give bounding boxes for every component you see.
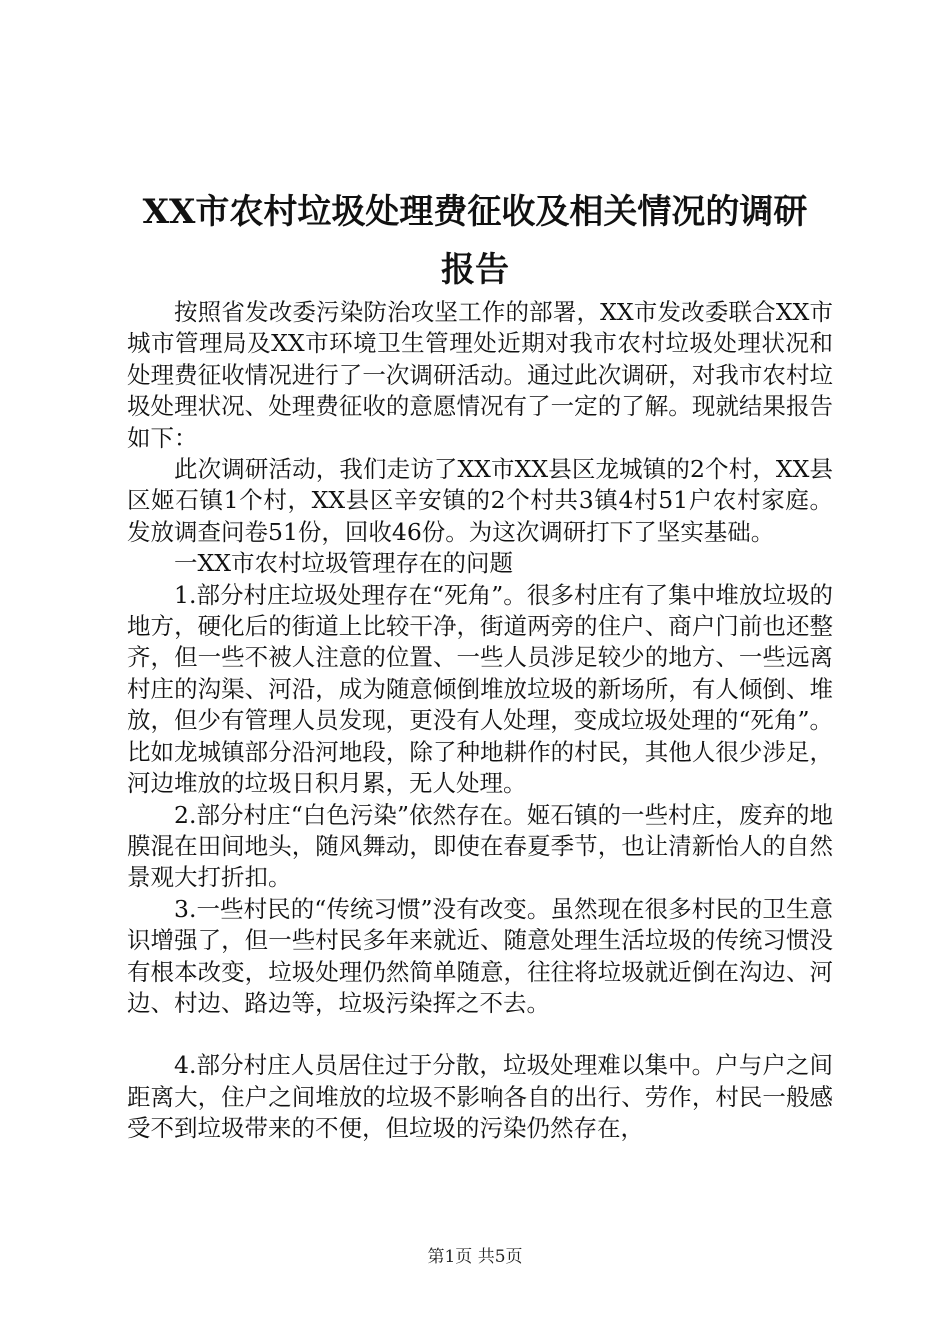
paragraph-problem-2: 2.部分村庄“白色污染”依然存在。姬石镇的一些村庄，废弃的地膜混在田间地头，随风舞动，即使在春夏季节，也让清新怡人的自然景观大打折扣。 xyxy=(127,800,833,892)
paragraph-problem-4: 4.部分村庄人员居住过于分散，垃圾处理难以集中。户与户之间距离大，住户之间堆放的垃圾不影响各自的出行、劳作，村民一般感受不到垃圾带来的不便，但垃圾的污染仍然存在， xyxy=(127,1051,833,1143)
paragraph-intro: 按照省发改委污染防治攻坚工作的部署，XX市发改委联合XX市城市管理局及XX市环境卫生管理处近期对我市农村垃圾处理状况和处理费征收情况进行了一次调研活动。通过此次调研，对我市农村垃圾处理状况、处理费征收的意愿情况有了一定的了解。现就结果报告如下： xyxy=(127,298,833,452)
paragraph-survey-scope: 此次调研活动，我们走访了XX市XX县区龙城镇的2个村，XX县区姬石镇1个村，XX县区辛安镇的2个村共3镇4村51户农村家庭。发放调查问卷51份，回收46份。为这次调研打下了坚实基础。 xyxy=(127,455,833,546)
paragraph-problem-3: 3.一些村民的“传统习惯”没有改变。虽然现在很多村民的卫生意识增强了，但一些村民多年来就近、随意处理生活垃圾的传统习惯没有根本改变，垃圾处理仍然简单随意，往往将垃圾就近倒在沟边、河边、村边、路边等，垃圾污染挥之不去。 xyxy=(127,894,833,1017)
page-number-footer: 第1页 共5页 xyxy=(427,1247,523,1267)
document-title-line-1: XX市农村垃圾处理费征收及相关情况的调研 xyxy=(142,192,808,232)
document-body xyxy=(127,297,833,1145)
paragraph-problem-1: 1.部分村庄垃圾处理存在“死角”。很多村庄有了集中堆放垃圾的地方，硬化后的街道上比较干净，街道两旁的住户、商户门前也还整齐，但一些不被人注意的位置、一些人员涉足较少的地方、一些远离村庄的沟渠、河沿，成为随意倾倒堆放垃圾的新场所，有人倾倒、堆放，但少有管理人员发现，更没有人处理，变成垃圾处理的“死角”。比如龙城镇部分沿河地段，除了种地耕作的村民，其他人很少涉足，河边堆放的垃圾日积月累，无人处理。 xyxy=(127,580,833,798)
document-title-line-2: 报告 xyxy=(441,250,509,290)
section-heading-problems: 一XX市农村垃圾管理存在的问题 xyxy=(174,549,513,578)
